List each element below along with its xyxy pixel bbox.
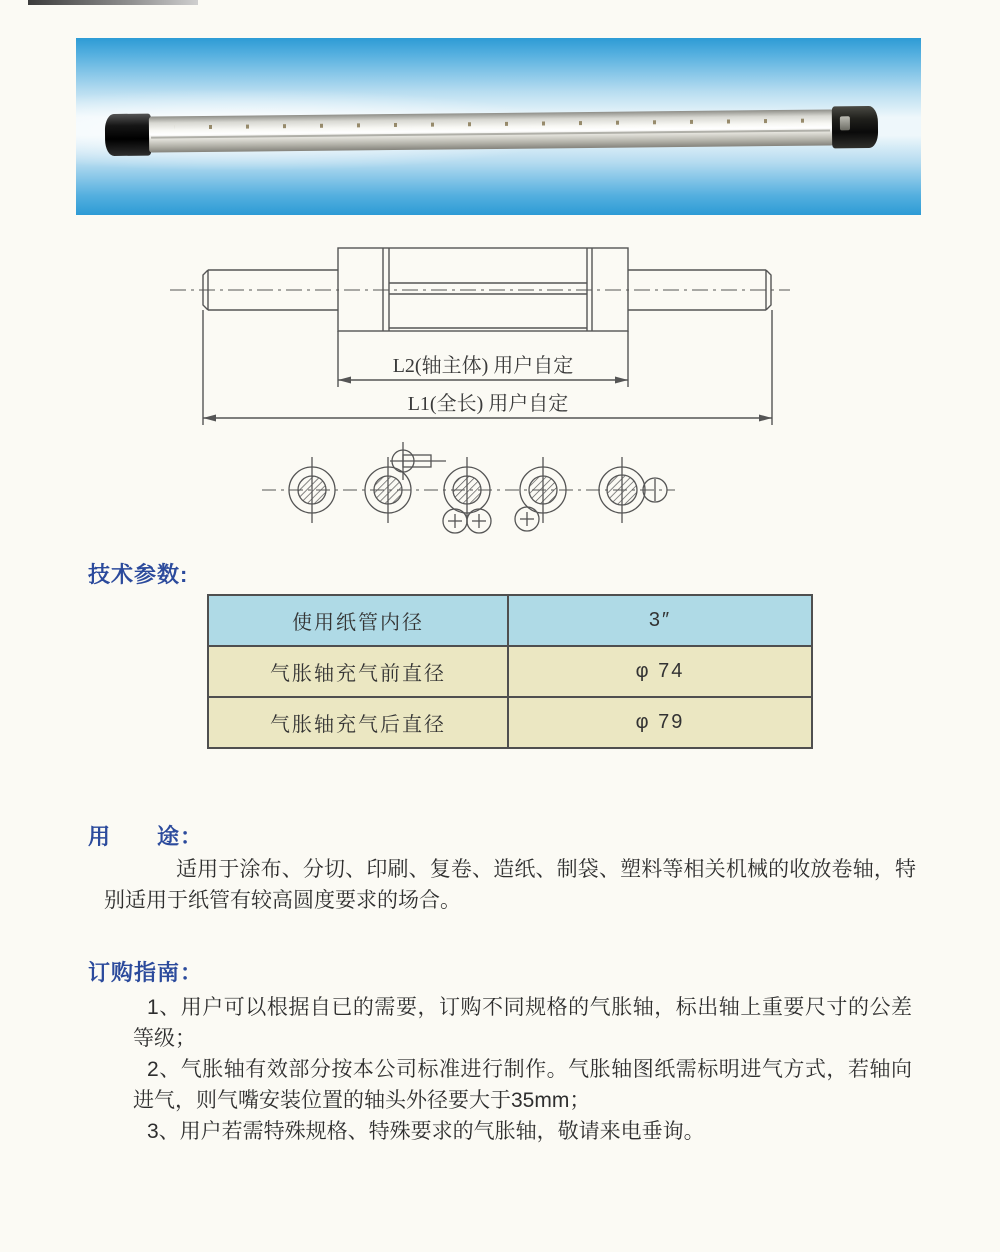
shaft-cap-left: [105, 114, 151, 156]
tech-params-heading: 技术参数:: [88, 562, 189, 587]
table-row: [208, 697, 812, 748]
param-value-cell: φ 74: [508, 646, 812, 697]
ordering-guide-list: [133, 992, 912, 1147]
shaft-cross-section-2: [365, 442, 446, 523]
usage-heading: 用 途：: [88, 824, 204, 849]
table-row: [208, 646, 812, 697]
param-label-cell: 气胀轴充气后直径: [208, 697, 508, 748]
shaft-cross-section-3: [443, 457, 491, 533]
scan-artifact-bar: [28, 0, 198, 5]
list-item: 2、气胀轴有效部分按本公司标准进行制作。气胀轴图纸需标明进气方式，若轴向进气，则气嘴安装位置的轴头外径要大于35mm；: [133, 1058, 912, 1112]
shaft-cross-section-5: [599, 457, 667, 523]
dim-label-l2: L2(轴主体) 用户自定: [392, 355, 574, 377]
shaft-cross-section-4: [515, 457, 566, 531]
shaft-image: [105, 106, 878, 156]
cross-section-drawing: [250, 433, 690, 560]
side-view-drawing: [170, 245, 815, 437]
param-value-cell: φ 79: [508, 697, 812, 748]
tech-params-table: [207, 594, 813, 749]
list-item: 1、用户可以根据自已的需要，订购不同规格的气胀轴，标出轴上重要尺寸的公差等级；: [133, 996, 912, 1050]
product-photo: [76, 38, 921, 215]
list-item: 3、用户若需特殊规格、特殊要求的气胀轴，敬请来电垂询。: [147, 1120, 705, 1143]
shaft-cap-right: [832, 106, 878, 148]
usage-paragraph: 适用于涂布、分切、印刷、复卷、造纸、制袋、塑料等相关机械的收放卷轴，特别适用于纸管有较高圆度要求的场合。: [104, 858, 916, 912]
table-row: [208, 595, 812, 646]
param-value-cell: 3″: [508, 595, 812, 646]
air-nozzle: [390, 442, 446, 480]
ordering-guide-heading: 订购指南：: [88, 960, 204, 985]
dim-label-l1: L1(全长) 用户自定: [407, 393, 569, 415]
param-label-cell: 气胀轴充气前直径: [208, 646, 508, 697]
param-label-cell: 使用纸管内径: [208, 595, 508, 646]
